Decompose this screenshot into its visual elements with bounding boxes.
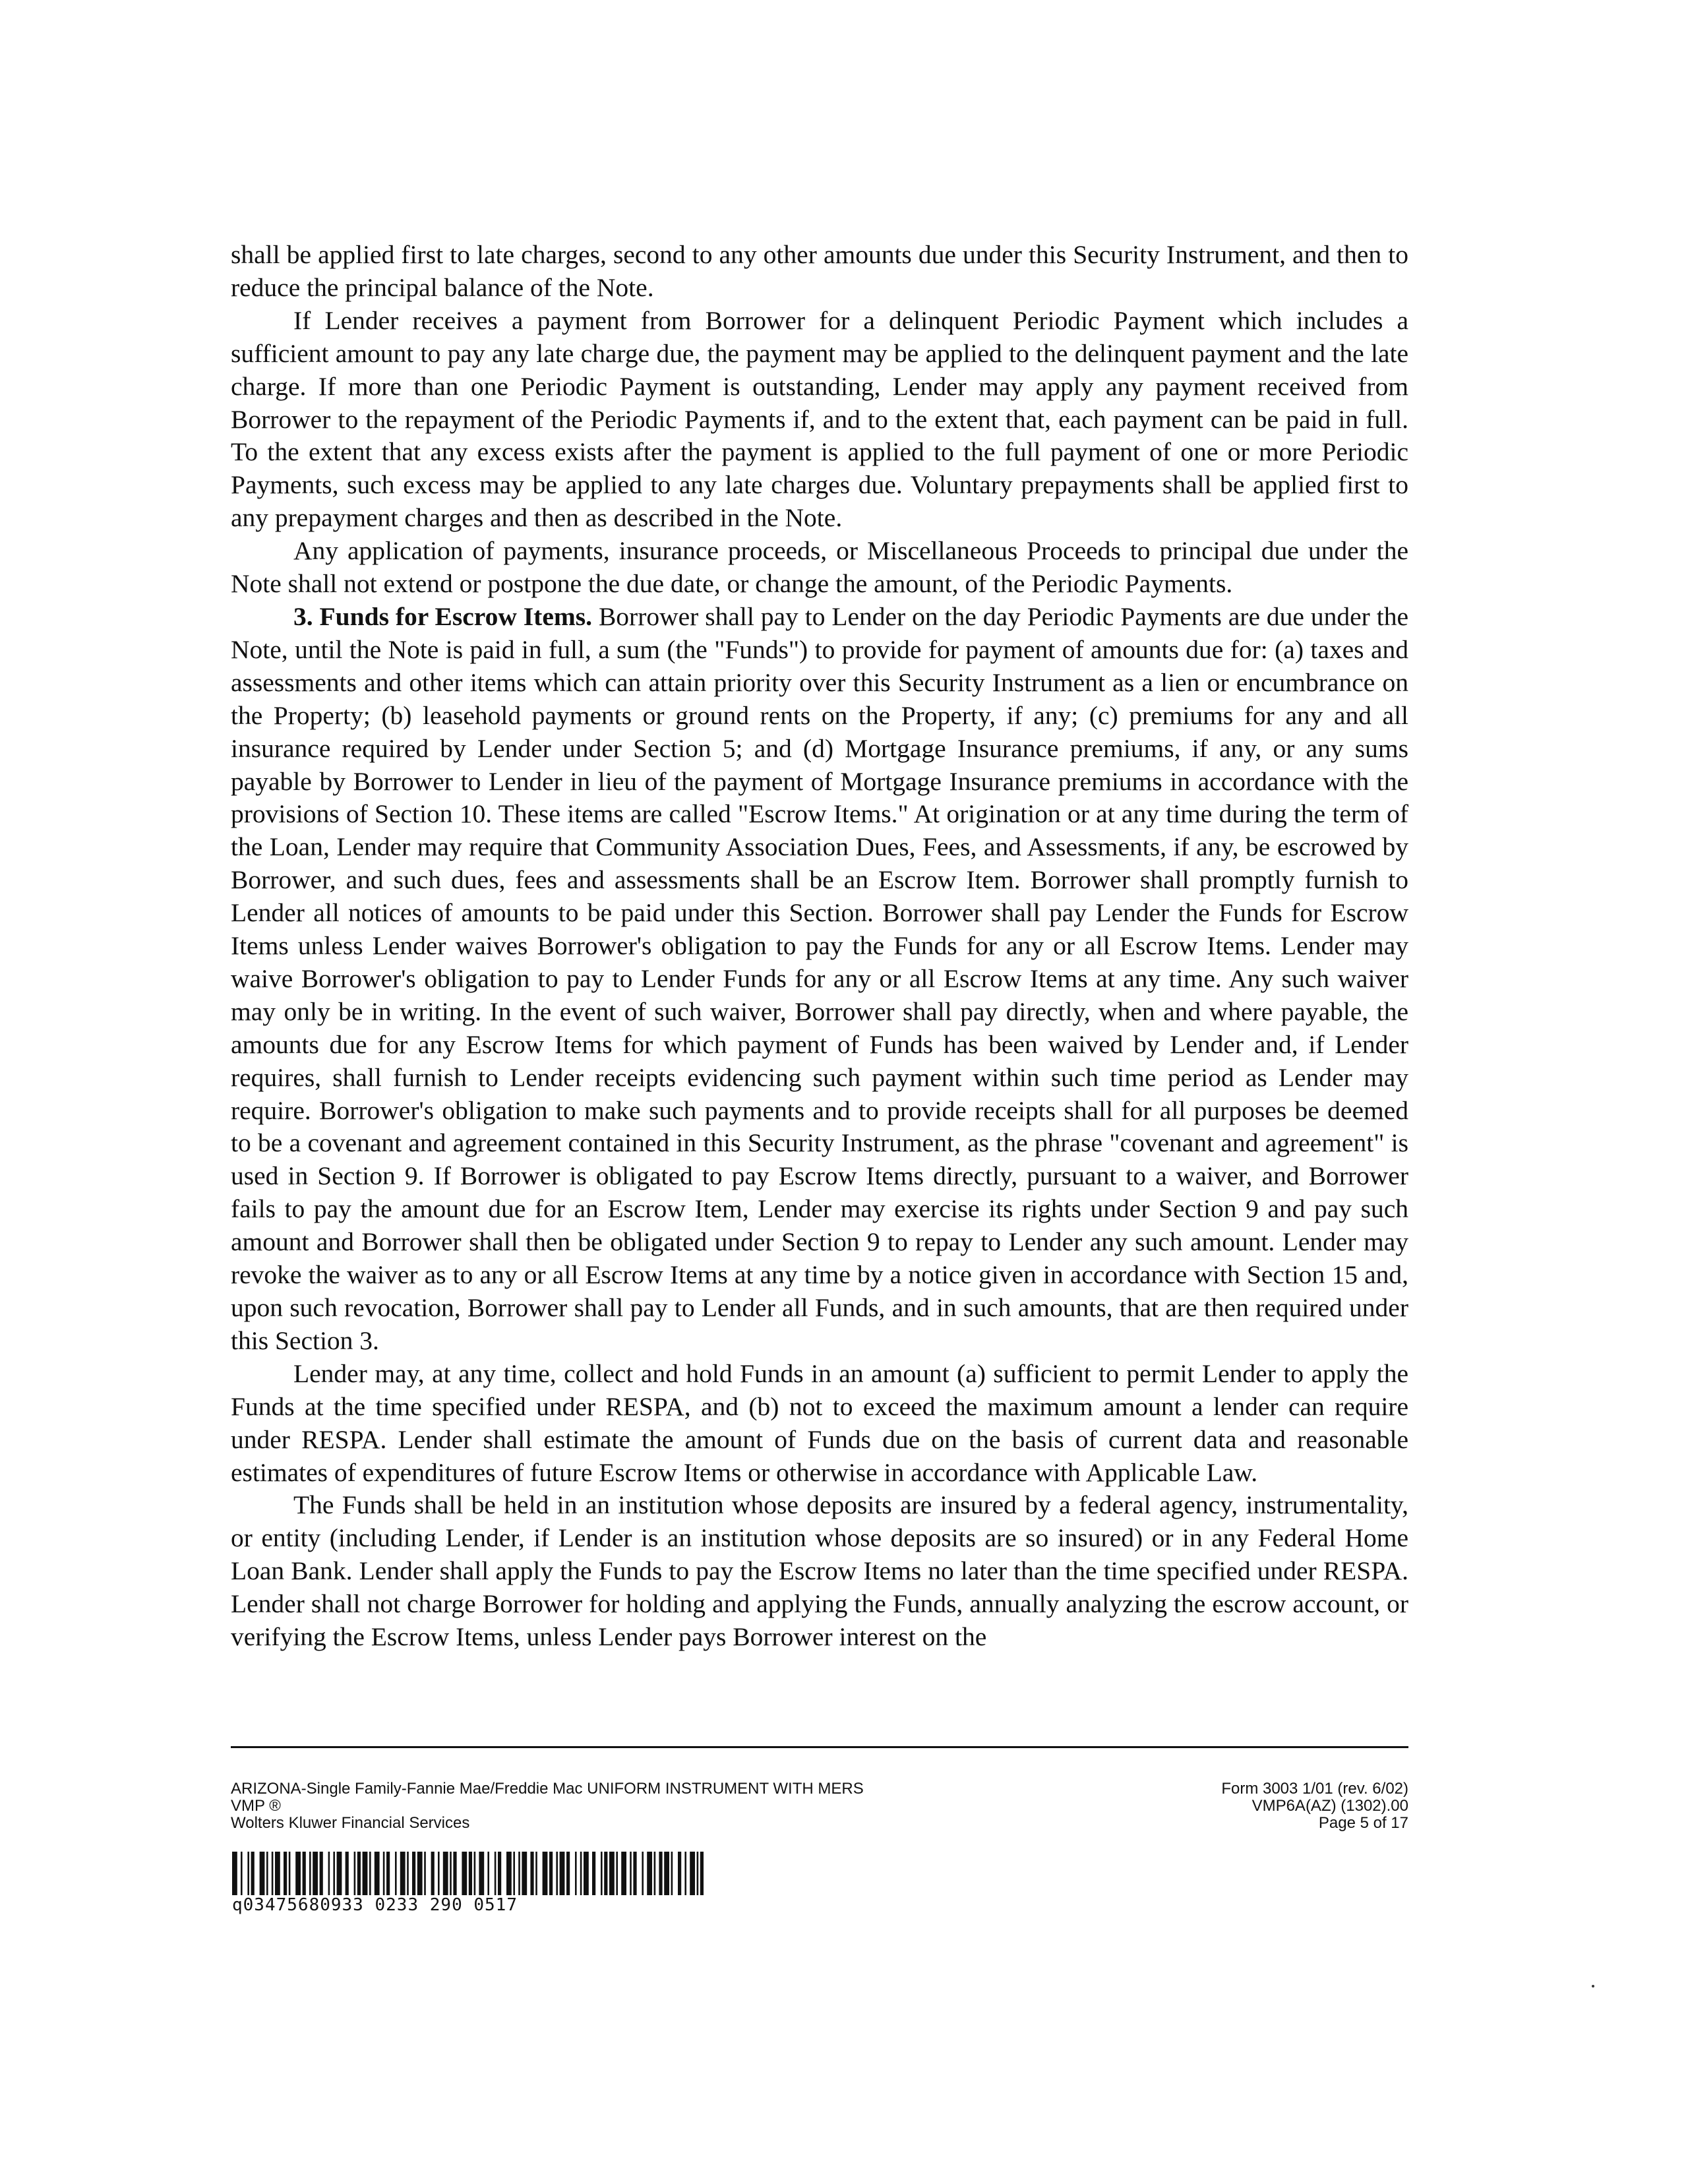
barcode-bar [284, 1852, 287, 1895]
barcode-bar [424, 1852, 426, 1895]
barcode-bar [383, 1852, 385, 1895]
barcode-bar [700, 1852, 704, 1895]
barcode-bar [518, 1852, 520, 1895]
barcode-bar [654, 1852, 656, 1895]
barcode-bar [289, 1852, 291, 1895]
barcode-bar [621, 1852, 626, 1895]
barcode-bar [337, 1852, 342, 1895]
barcode-bar [275, 1852, 280, 1895]
barcode-bar [241, 1852, 243, 1895]
paragraph-3: Any application of payments, insurance proceeds, or Miscellaneous Proceeds to principal due under the Note shall not extend or postpone the due date, or change the amount, of the Periodic Payments. [231, 536, 1408, 599]
barcode-bar [363, 1852, 368, 1895]
footer-right [1079, 1780, 1408, 1832]
barcode-bar [697, 1852, 699, 1895]
barcode-bar [556, 1852, 558, 1895]
barcode-bar [407, 1852, 409, 1895]
barcode-bar [487, 1852, 489, 1895]
form-number: Form 3003 1/01 (rev. 6/02) [1221, 1780, 1408, 1798]
section-heading: 3. Funds for Escrow Items. [293, 601, 593, 631]
barcode-bar [513, 1852, 515, 1895]
footer-divider [231, 1746, 1408, 1748]
barcode-bar [642, 1852, 644, 1895]
barcode-bar [346, 1852, 349, 1895]
barcode-bar [320, 1852, 323, 1895]
barcode-bar [601, 1852, 603, 1895]
barcode-bar [431, 1852, 435, 1895]
barcode-bar [309, 1852, 311, 1895]
barcode-bar [522, 1852, 527, 1895]
barcode-bar [498, 1852, 501, 1895]
barcode-bar [333, 1852, 335, 1895]
barcode-bar [386, 1852, 390, 1895]
barcode-bar [609, 1852, 615, 1895]
paragraph-5: Lender may, at any time, collect and hold Funds in an amount (a) sufficient to permit Lender to apply the Funds at the time specified under RESPA, and (b) not to exceed the maximum amount a lender can require under RESPA. Lender shall estimate the amount of Funds due on the basis of current data and reasonable estimates of expenditures of future Escrow Items or otherwise in accordance with Applicable Law. [231, 1358, 1408, 1487]
barcode-bar [260, 1852, 265, 1895]
barcode-bar [633, 1852, 636, 1895]
footer-left [231, 1780, 1088, 1832]
barcode-bar [479, 1852, 484, 1895]
barcode-bar [400, 1852, 406, 1895]
barcode-bar [575, 1852, 577, 1895]
barcode-bar [266, 1852, 268, 1895]
barcode-bar [443, 1852, 448, 1895]
barcode-bar [295, 1852, 301, 1895]
barcode-bar [684, 1852, 686, 1895]
paragraph-6: The Funds shall be held in an institution whose deposits are insured by a federal agency, instrumentality, or entity (including Lender, if Lender is an institution whose deposits are so insured) or in any Federal Home Loan Bank. Lender shall apply the Funds to pay the Escrow Items no later than the time specified under RESPA. Lender shall not charge Borrower for holding and applying the Funds, annually analyzing the escrow account, or verifying the Escrow Items, unless Lender pays Borrower interest on the [231, 1490, 1408, 1652]
barcode-bar [395, 1852, 397, 1895]
barcode-bar [251, 1852, 255, 1895]
page-number: Page 5 of 17 [1318, 1814, 1408, 1832]
form-title: ARIZONA-Single Family-Fannie Mae/Freddie Mac UNIFORM INSTRUMENT WITH MERS [231, 1780, 864, 1798]
barcode-bar [647, 1852, 652, 1895]
document-body [231, 239, 1408, 1654]
barcode-bar [438, 1852, 440, 1895]
publisher: Wolters Kluwer Financial Services [231, 1814, 470, 1832]
barcode-bar [566, 1852, 570, 1895]
barcode-bar [417, 1852, 423, 1895]
barcode-bar [580, 1852, 582, 1895]
paragraph-2: If Lender receives a payment from Borrower for a delinquent Periodic Payment which includes a sufficient amount to pay any late charge due, the payment may be applied to the delinquent payment and the late charge. If more than one Periodic Payment is outstanding, Lender may apply any payment received from Borrower to the repayment of the Periodic Payments if, and to the extent that, each payment can be paid in full. To the extent that any excess exists after the payment is applied to the full payment of one or more Periodic Payments, such excess may be applied to any late charges due. Voluntary prepayments shall be applied first to any prepayment charges and then as described in the Note. [231, 305, 1408, 533]
barcode-bar [453, 1852, 456, 1895]
barcode [232, 1852, 707, 1895]
barcode-bar [375, 1852, 380, 1895]
barcode-bar [369, 1852, 371, 1895]
barcode-bar [592, 1852, 595, 1895]
barcode-bar [303, 1852, 306, 1895]
barcode-bar [272, 1852, 274, 1895]
barcode-bar [604, 1852, 607, 1895]
barcode-bar [630, 1852, 632, 1895]
barcode-bar [560, 1852, 565, 1895]
barcode-bar [506, 1852, 512, 1895]
barcode-number: q03475680933 0233 290 0517 [232, 1895, 518, 1915]
barcode-bar [535, 1852, 537, 1895]
barcode-bar [328, 1852, 330, 1895]
form-code: VMP6A(AZ) (1302).00 [1251, 1797, 1408, 1815]
barcode-bar [469, 1852, 472, 1895]
section-3-text: Borrower shall pay to Lender on the day Periodic Payments are due under the Note, until the Note is paid in full, a sum (the "Funds") to provide for payment of amounts due for: (a) taxes and assessments and other items which can attain priority over this Security Instrument as a lien or encumbrance on the Property; (b) leasehold payments or ground rents on the Property, if any; (c) premiums for any and all insurance required by Lender under Section 5; and (d) Mortgage Insurance premiums, if any, or any sums payable by Borrower to Lender in lieu of the payment of Mortgage Insurance premiums in accordance with the provisions of Section 10. These items are called "Escrow Items." At origination or at any time during the term of the Loan, Lender may require that Community Association Dues, Fees, and Assessments, if any, be escrowed by Borrower, and such dues, fees and assessments shall be an Escrow Item. Borrower shall promptly furnish to Lender all notices of amounts to be paid under this Section. Borrower shall pay Lender the Funds for Escrow Items unless Lender waives Borrower's obligation to pay the Funds for any or all Escrow Items. Lender may waive Borrower's obligation to pay to Lender Funds for any or all Escrow Items at any time. Any such waiver may only be in writing. In the event of such waiver, Borrower shall pay directly, when and where payable, the amounts due for any Escrow Items for which payment of Funds has been waived by Lender and, if Lender requires, shall furnish to Lender receipts evidencing such payment within such time period as Lender may require. Borrower's obligation to make such payments and to provide receipts shall for all purposes be deemed to be a covenant and agreement contained in this Security Instrument, as the phrase "covenant and agreement" is used in Section 9. If Borrower is obligated to pay Escrow Items directly, pursuant to a waiver, and Borrower fails to pay the amount due for an Escrow Item, Lender may exercise its rights under Section 9 and pay such amount and Borrower shall then be obligated under Section 9 to repay to Lender any such amount. Lender may revoke the waiver as to any or all Escrow Items at any time by a notice given in accordance with Section 15 and, upon such revocation, Borrower shall pay to Lender all Funds, and in such amounts, that are then required under this Section 3. [231, 601, 1408, 1355]
barcode-bar [543, 1852, 548, 1895]
barcode-bar [357, 1852, 361, 1895]
barcode-bar [474, 1852, 476, 1895]
paragraph-1: shall be applied first to late charges, second to any other amounts due under this Security Instrument, and then to reduce the principal balance of the Note. [231, 240, 1408, 302]
barcode-bar [664, 1852, 669, 1895]
barcode-bar [530, 1852, 533, 1895]
barcode-bar [678, 1852, 681, 1895]
vmp-mark: VMP ® [231, 1797, 281, 1815]
barcode-bar [462, 1852, 467, 1895]
paragraph-4-section-3 [231, 601, 1408, 1358]
barcode-bar [495, 1852, 497, 1895]
barcode-bar [412, 1852, 415, 1895]
barcode-bar [232, 1852, 237, 1895]
barcode-bar [584, 1852, 589, 1895]
barcode-bar [354, 1852, 356, 1895]
barcode-bar [549, 1852, 553, 1895]
barcode-bar [671, 1852, 673, 1895]
barcode-bar [616, 1852, 618, 1895]
barcode-bar [690, 1852, 695, 1895]
barcode-bar [313, 1852, 318, 1895]
scan-speck [1592, 1985, 1594, 1987]
barcode-bar [247, 1852, 249, 1895]
barcode-bar [450, 1852, 452, 1895]
barcode-bar [659, 1852, 662, 1895]
